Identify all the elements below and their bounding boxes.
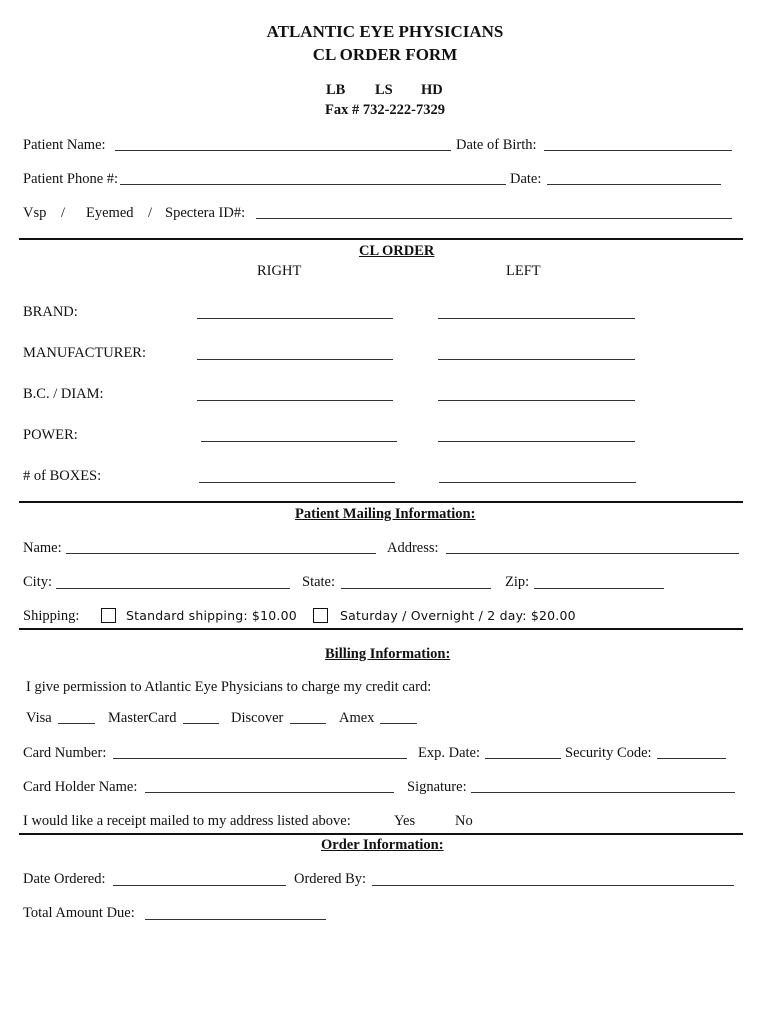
card-mastercard-label: MasterCard [108,710,177,726]
security-code-label: Security Code: [565,745,652,761]
location-hd: HD [421,82,443,98]
manufacturer-label: MANUFACTURER: [23,345,146,361]
section-divider [19,628,743,630]
patient-name-label: Patient Name: [23,137,106,153]
bc-diam-right-field[interactable] [197,400,393,401]
card-discover-field[interactable] [290,723,326,724]
date-ordered-field[interactable] [113,885,286,886]
patient-phone-label: Patient Phone #: [23,171,119,187]
standard-shipping-checkbox[interactable] [101,608,116,623]
card-mastercard-field[interactable] [183,723,219,724]
date-field[interactable] [547,184,721,185]
spectera-id-label: Spectera ID#: [165,205,246,221]
state-label: State: [302,574,336,590]
insurance-eyemed: Eyemed [86,205,134,221]
power-label: POWER: [23,427,78,443]
exp-date-field[interactable] [485,758,561,759]
boxes-right-field[interactable] [199,482,395,483]
patient-phone-field[interactable] [120,184,506,185]
receipt-yes-option[interactable]: Yes [394,813,416,829]
manufacturer-right-field[interactable] [197,359,393,360]
mailing-heading: Patient Mailing Information: [295,506,476,522]
manufacturer-left-field[interactable] [438,359,635,360]
card-discover-label: Discover [231,710,284,726]
card-number-field[interactable] [113,758,407,759]
exp-date-label: Exp. Date: [418,745,481,761]
dob-label: Date of Birth: [456,137,537,153]
state-field[interactable] [341,588,491,589]
brand-right-field[interactable] [197,318,393,319]
cl-order-heading: CL ORDER [359,243,435,259]
address-field[interactable] [446,553,739,554]
standard-shipping-option: Standard shipping: $10.00 [126,608,297,623]
location-lb: LB [326,82,346,98]
card-visa-field[interactable] [58,723,95,724]
city-label: City: [23,574,53,590]
date-ordered-label: Date Ordered: [23,871,106,887]
card-amex-label: Amex [339,710,375,726]
shipping-label: Shipping: [23,608,80,624]
insurance-vsp: Vsp [23,205,47,221]
zip-field[interactable] [534,588,664,589]
receipt-question: I would like a receipt mailed to my address listed above: [23,813,351,829]
fax-number: Fax # 732-222-7329 [324,102,445,118]
power-right-field[interactable] [201,441,397,442]
form-org-title: ATLANTIC EYE PHYSICIANS [266,22,504,41]
express-shipping-option: Saturday / Overnight / 2 day: $20.00 [340,608,576,623]
brand-left-field[interactable] [438,318,635,319]
dob-field[interactable] [544,150,732,151]
card-holder-label: Card Holder Name: [23,779,138,795]
brand-label: BRAND: [23,304,78,320]
right-eye-label: RIGHT [257,263,302,279]
card-visa-label: Visa [26,710,52,726]
patient-name-field[interactable] [115,150,451,151]
city-field[interactable] [56,588,290,589]
left-eye-label: LEFT [506,263,541,279]
section-divider [19,238,743,240]
zip-label: Zip: [505,574,530,590]
power-left-field[interactable] [438,441,635,442]
mailing-name-label: Name: [23,540,62,556]
signature-field[interactable] [471,792,735,793]
bc-diam-label: B.C. / DIAM: [23,386,104,402]
location-ls: LS [375,82,393,98]
card-amex-field[interactable] [380,723,417,724]
express-shipping-checkbox[interactable] [313,608,328,623]
section-divider [19,833,743,835]
security-code-field[interactable] [657,758,726,759]
signature-label: Signature: [407,779,467,795]
insurance-separator: / [61,205,66,221]
section-divider [19,501,743,503]
billing-heading: Billing Information: [325,646,451,662]
bc-diam-left-field[interactable] [438,400,635,401]
order-heading: Order Information: [321,837,444,853]
card-number-label: Card Number: [23,745,107,761]
total-amount-field[interactable] [145,919,326,920]
date-label: Date: [510,171,542,187]
address-label: Address: [387,540,439,556]
total-amount-label: Total Amount Due: [23,905,135,921]
insurance-separator: / [148,205,153,221]
boxes-left-field[interactable] [439,482,636,483]
ordered-by-field[interactable] [372,885,734,886]
boxes-label: # of BOXES: [23,468,102,484]
ordered-by-label: Ordered By: [294,871,367,887]
spectera-id-field[interactable] [256,218,732,219]
receipt-no-option[interactable]: No [455,813,473,829]
billing-permission-text: I give permission to Atlantic Eye Physicians to charge my credit card: [26,679,432,695]
form-title: CL ORDER FORM [312,45,458,64]
card-holder-field[interactable] [145,792,394,793]
mailing-name-field[interactable] [66,553,376,554]
